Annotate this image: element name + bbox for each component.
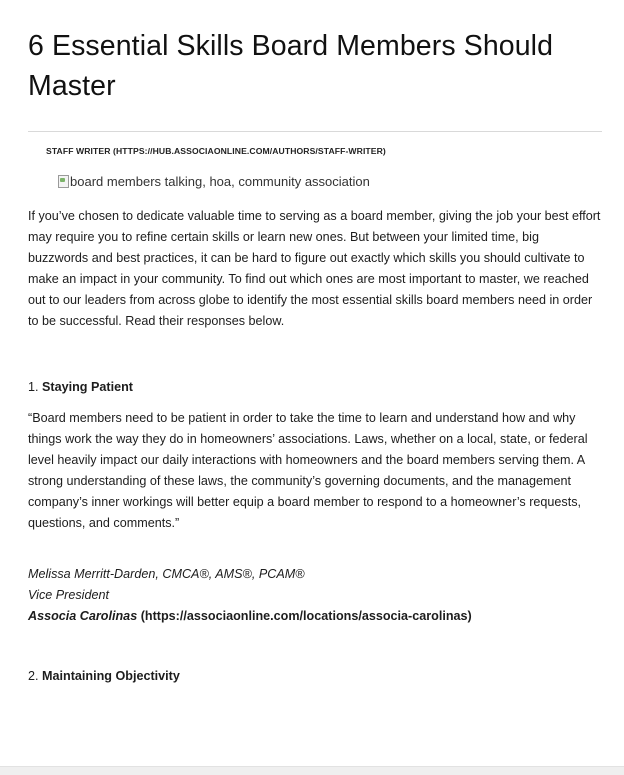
intro-paragraph: If you’ve chosen to dedicate valuable time to serving as a board member, giving the job your best effort may require you to refine certain skills or learn new ones. But between your limited time, big buzzwords and best practices, it can be hard to figure out exactly which skills you should cultivate to make an impact in your community. To find out which ones are most important to master, we reached out to our leaders from across globe to identify the most essential skills board members need in order to be successful. Read their responses below. [28,209,601,328]
hero-image-alt-text: board members talking, hoa, community association [70,173,370,189]
section-heading [28,377,602,398]
section-heading [28,666,602,687]
section-title: Staying Patient [42,380,133,394]
section-number: 2. [28,669,39,683]
author-title: Vice President [28,588,109,602]
author-byline-link[interactable]: STAFF WRITER (HTTPS://HUB.ASSOCIAONLINE.COM/AUTHORS/STAFF-WRITER) [46,146,386,156]
author-signature [28,564,602,627]
article [28,26,602,687]
article-title: 6 Essential Skills Board Members Should Master [28,30,554,102]
author-company-link[interactable] [28,606,602,627]
author-name: Melissa Merritt-Darden, CMCA®, AMS®, PCAM® [28,567,305,581]
author-company-url: (https://associaonline.com/locations/associa-carolinas) [140,609,472,623]
broken-image-icon [57,174,69,188]
section-number: 1. [28,380,39,394]
quote-paragraph: “Board members need to be patient in order to take the time to learn and understand how and why things work the way they do in homeowners’ associations. Laws, whether on a local, state, or federal level heavily impact our daily interactions with homeowners and the board members serving them. A strong understanding of these laws, the community’s governing documents, and the management company’s inner workings will better equip a board member to respond to a homeowner’s requests, questions, and comments.” [28,411,588,530]
hero-image [57,172,602,190]
title-divider [28,131,602,132]
author-company: Associa Carolinas [28,609,138,623]
section-title: Maintaining Objectivity [42,669,180,683]
